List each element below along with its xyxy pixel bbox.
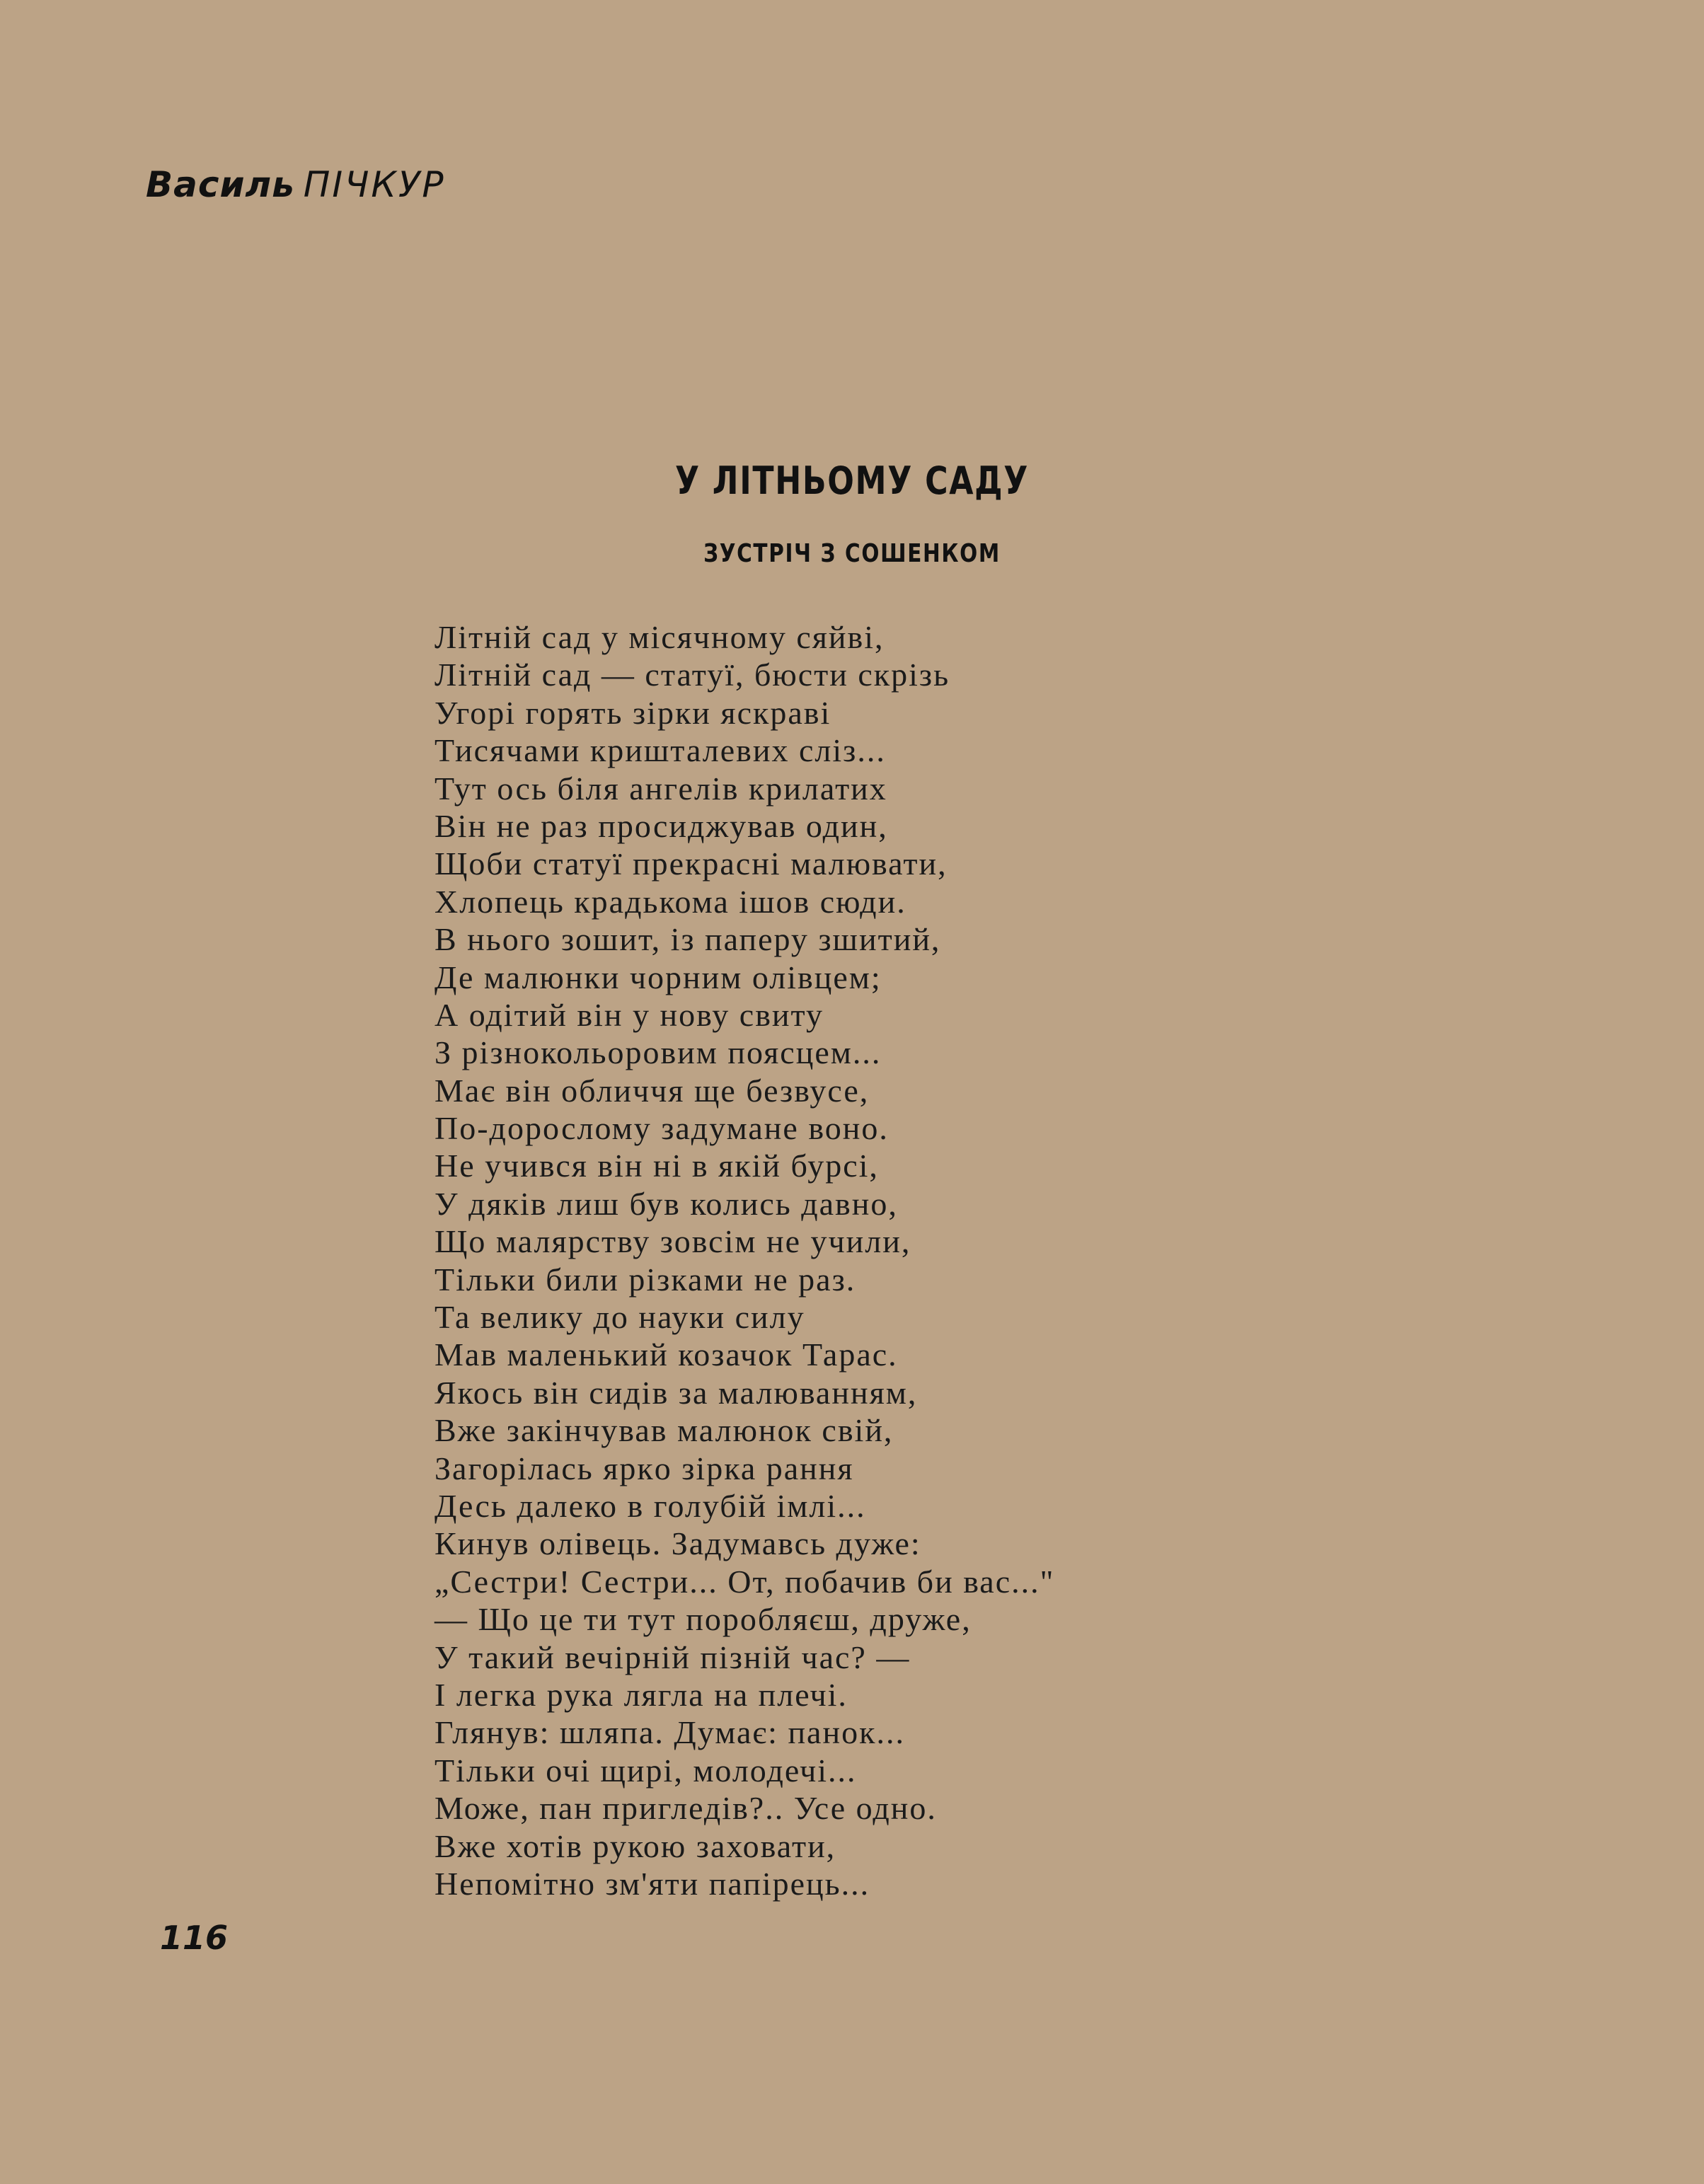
poem-line: Тут ось біля ангелів крилатих <box>434 770 887 807</box>
poem-line: Тисячами кришталевих сліз... <box>434 732 886 769</box>
poem-line: Має він обличчя ще безвусе, <box>434 1072 870 1109</box>
poem-line: Угорі горять зірки яскраві <box>434 694 831 731</box>
poem-line: Вже закінчував малюнок свій, <box>434 1412 894 1449</box>
poem-line: Літній сад у місячному сяйві, <box>434 619 885 655</box>
poem-line: Та велику до науки силу <box>434 1299 805 1336</box>
poem-line: „Сестри! Сестри... От, побачив би вас..." <box>434 1563 1055 1600</box>
poem-line: Глянув: шляпа. Думає: панок... <box>434 1714 905 1751</box>
poem-line: У дяків лиш був колись давно, <box>434 1185 898 1222</box>
poem-line: Хлопець крадькома ішов сюди. <box>434 883 906 920</box>
poem-line: Загорілась яркo зірка рання <box>434 1450 854 1486</box>
poem-line: В нього зошит, із паперу зшитий, <box>434 921 941 958</box>
poem-line: Кинув олівець. Задумавсь дуже: <box>434 1525 921 1562</box>
author-last-name: ПІЧКУР <box>303 164 446 205</box>
page-number: 116 <box>160 1919 229 1957</box>
poem-body <box>434 618 1277 1902</box>
poem-line: У такий вечірній пізній час? — <box>434 1639 911 1675</box>
poem-line: Щоби статуї прекрасні малювати, <box>434 845 948 882</box>
poem-line: Десь далеко в голубій імлі... <box>434 1487 866 1524</box>
poem-line: Вже хотів рукою заховати, <box>434 1827 836 1864</box>
poem-line: — Що це ти тут поробляєш, друже, <box>434 1601 972 1638</box>
poem-line: А одітий він у нову свиту <box>434 996 824 1033</box>
poem-line: Може, пан пригледів?.. Усе одно. <box>434 1790 937 1827</box>
poem-line: Тільки били різками не раз. <box>434 1261 856 1298</box>
poem-line: З різнокольоровим поясцем... <box>434 1034 882 1071</box>
poem-line: Не учився він ні в якій бурсі, <box>434 1148 879 1184</box>
author-name <box>146 164 446 205</box>
poem-line: Літній сад — статуї, бюсти скрізь <box>434 657 950 693</box>
poem-subtitle: ЗУСТРІЧ З СОШЕНКОМ <box>703 539 1001 568</box>
poem-line: По-дорослому задумане воно. <box>434 1110 889 1147</box>
poem-line: Мав маленький козачок Тарас. <box>434 1336 898 1373</box>
poem-line: Якось він сидів за малюванням, <box>434 1374 918 1411</box>
poem-line: Непомітно зм'яти папірець... <box>434 1865 870 1902</box>
poem-line: Що малярству зовсім не учили, <box>434 1223 911 1260</box>
poem-line: Де малюнки чорним олівцем; <box>434 959 882 995</box>
author-first-name: Василь <box>146 164 295 205</box>
poem-line: Тільки очі щирі, молодечі... <box>434 1752 857 1789</box>
poem-line: І легка рука лягла на плечі. <box>434 1676 848 1713</box>
poem-title: У ЛІТНЬОМУ САДУ <box>674 458 1030 503</box>
poem-line: Він не раз просиджував один, <box>434 807 888 844</box>
